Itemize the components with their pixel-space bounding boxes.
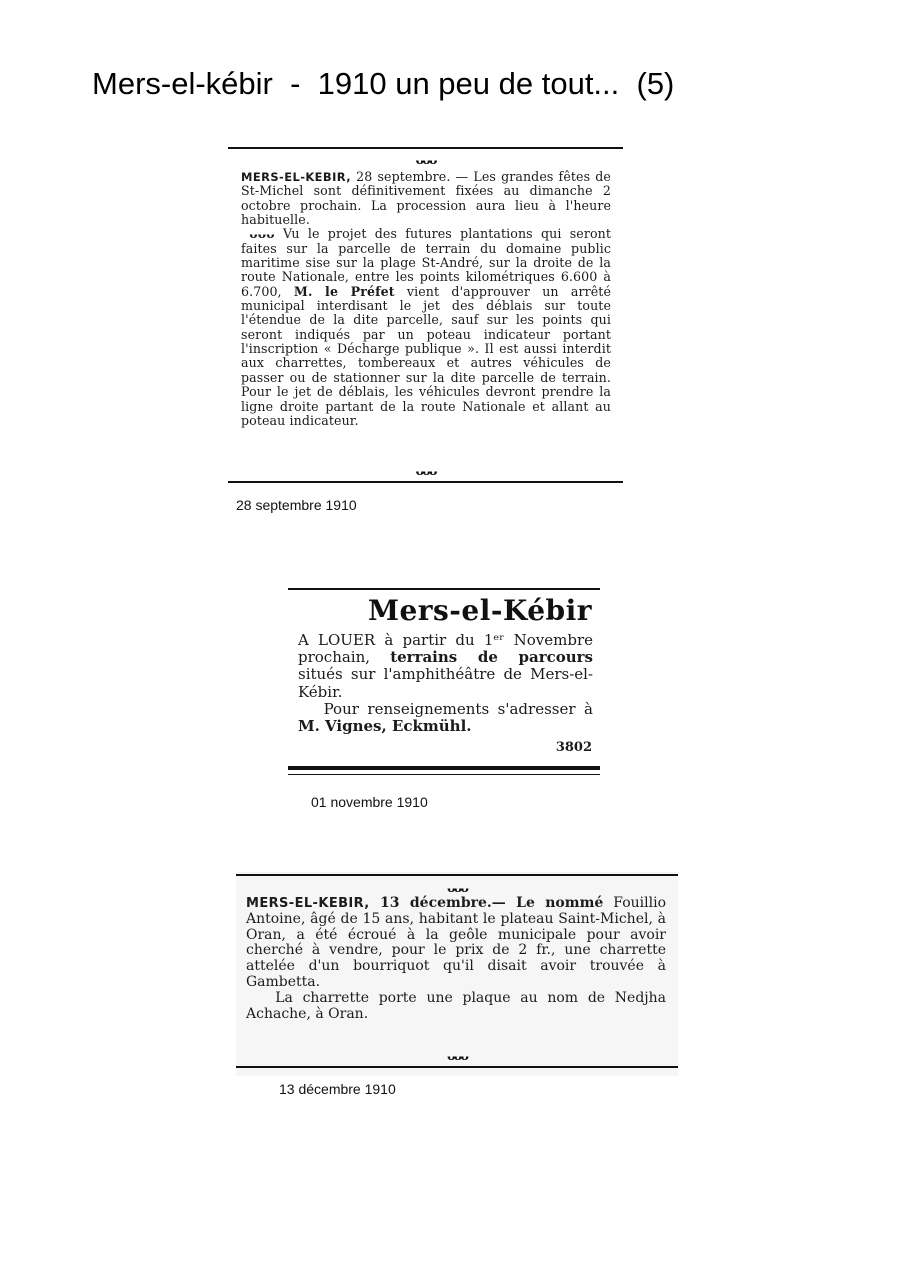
ornament-top: ᴗᴗᴗ xyxy=(415,153,436,168)
article-date: 13 décembre.— Le nommé xyxy=(369,895,604,911)
ad-text-bold: terrains de parcours xyxy=(390,648,593,667)
top-rule xyxy=(228,147,623,149)
article-body-bold: M. le Préfet xyxy=(293,283,395,299)
ad-number: 3802 xyxy=(555,740,592,755)
article-body-b: vient d'approuver un arrêté municipal interdisant le jet des déblais sur toute l'étendue de la dite parcelle, sauf sur les points qui seront indiqués par un poteau indicateur portant l'inscription « Décharge publique ». Il est aussi interdit aux charrettes, tombereaux et autres véhicules de passer ou de stationner sur la dite parcelle de terrain. Pour le jet de déblais, les véhicules devront prendre la ligne droite partant de la route Nationale et allant au poteau indicateur. xyxy=(241,283,611,428)
caption-december: 13 décembre 1910 xyxy=(279,1081,396,1097)
caption-november: 01 novembre 1910 xyxy=(311,794,428,810)
article-body-a: Vu le projet des futures plantations qui seront faites sur la parcelle de terrain du domaine public maritime sise sur la plage St-André, sur la droite de la route Nationale, entre les points kilométriques 6.600 à 6.700, xyxy=(241,226,612,299)
ad-title: Mers-el-Kébir xyxy=(367,594,592,627)
article-dateline: MERS-EL-KEBIR, xyxy=(246,896,370,911)
ornament-bottom: ᴗᴗᴗ xyxy=(446,1049,467,1064)
caption-september: 28 septembre 1910 xyxy=(236,497,357,513)
ornament-top: ᴗᴗᴗ xyxy=(446,881,467,896)
newspaper-clipping-december xyxy=(236,872,678,1076)
page-title: Mers-el-kébir - 1910 un peu de tout... (5) xyxy=(92,66,675,101)
bottom-rule-thin xyxy=(288,774,600,775)
article-text xyxy=(246,896,666,1022)
article-text xyxy=(241,170,611,428)
ad-text-c: Pour renseignements s'adresser à xyxy=(323,699,593,718)
bottom-rule xyxy=(236,1066,678,1068)
article-body-a: Fouillio Antoine, âgé de 15 ans, habitant le plateau Saint-Michel, à Oran, a été écroué à la geôle municipale pour avoir cherché à vendre, pour le prix de 2 fr., une charrette attelée d'un bourriquot qu'il disait avoir trouvée à Gambetta. xyxy=(246,895,666,990)
ad-text-b: situés sur l'amphithéâtre de Mers-el-Kébir. xyxy=(298,665,593,701)
bottom-rule xyxy=(228,481,623,483)
bottom-rule-thick xyxy=(288,766,600,770)
ad-text xyxy=(298,632,593,735)
article-dateline: MERS-EL-KEBIR, xyxy=(241,170,352,184)
ad-text-a: A LOUER à partir du 1ᵉʳ Novembre prochain, xyxy=(298,631,593,667)
ad-contact: M. Vignes, Eckmühl. xyxy=(298,717,472,736)
ornament-inline: ᴗᴗᴗ xyxy=(249,226,275,242)
article-lead: 28 septembre. — Les grandes fêtes de St-Michel sont définitivement fixées au dimanche 2 octobre prochain. La procession aura lieu à l'heure habituelle. xyxy=(241,169,611,228)
top-rule xyxy=(236,874,678,876)
newspaper-clipping-november xyxy=(288,586,600,786)
top-rule xyxy=(288,588,600,590)
article-body-b: La charrette porte une plaque au nom de Nedjha Achache, à Oran. xyxy=(246,989,666,1022)
newspaper-clipping-september xyxy=(228,144,623,489)
ornament-bottom: ᴗᴗᴗ xyxy=(415,464,436,479)
